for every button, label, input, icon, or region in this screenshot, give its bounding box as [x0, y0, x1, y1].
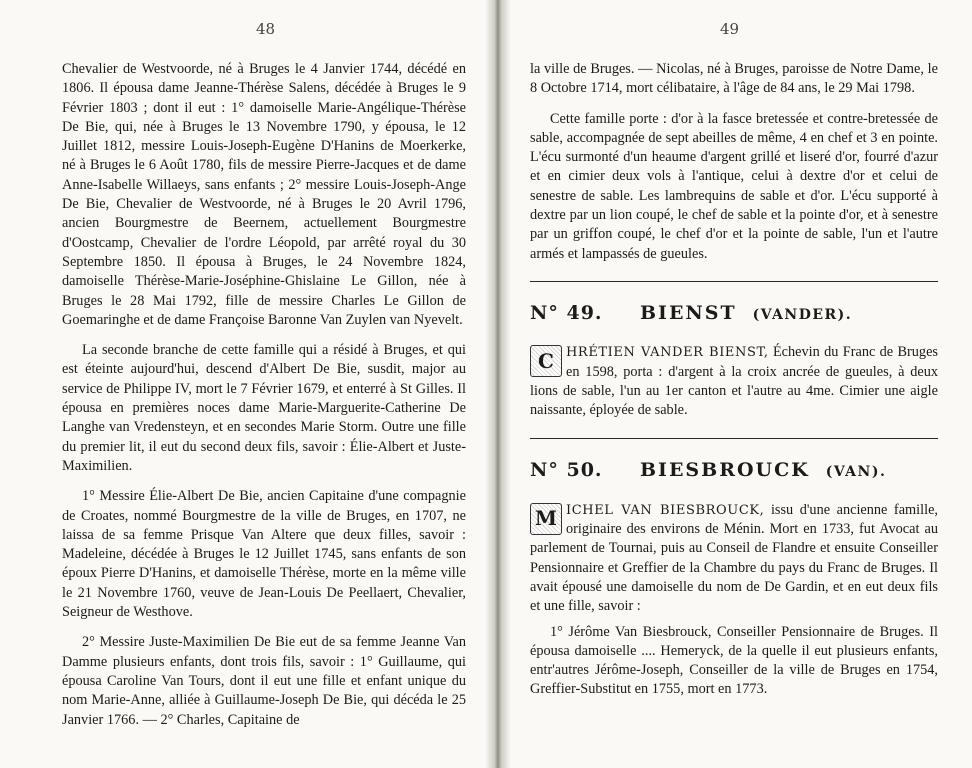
- entry-body-bienst: [530, 343, 938, 420]
- entry-particle: (VAN).: [825, 464, 887, 481]
- entry-body-biesbrouck: [530, 501, 938, 617]
- entry-surname: BIESBROUCK: [640, 459, 810, 482]
- ornamental-initial-m: M: [530, 503, 562, 535]
- paragraph-coat-of-arms: Cette famille porte : d'or à la fasce bretessée et contre-bretessée de sable, accompagnée de sept abeilles de même, 4 en chef et 3 en pointe. L'écu surmonté d'un heaume d'argent grillé et liseré d'or, fourré d'azur et en cimier deux vols à l'antique, celui à dextre d'or et celui de senestre de sable. Les lambrequins de sable et d'or. L'écu supporté à dextre par un lion coupé, le chef de sable et la pointe d'or, et à senestre par un griffon coupé, le chef d'or et la pointe de sable, l'un et l'autre armés et lampassés de gueules.: [530, 110, 938, 262]
- entry-heading-50: [530, 461, 938, 482]
- ornamental-initial-c: C: [530, 345, 562, 377]
- paragraph-jerome: 1° Jérôme Van Biesbrouck, Conseiller Pensionnaire de Bruges. Il épousa damoiselle .... Hemeryck, de la quelle il eut plusieurs enfants, entr'autres Jérôme-Joseph, Conseiller de la ville de Bruges en 1754, Greffier-Substitut en 1755, mort en 1773.: [530, 623, 938, 698]
- entry-number: N° 49.: [530, 301, 603, 324]
- right-page: [500, 0, 972, 768]
- entry-text: issu d'une ancienne famille, originaire des environs de Ménin. Mort en 1733, fut Avocat au parlement de Tournai, puis au Conseil de Flandre et ensuite Conseiller Pensionnaire et Greffier de la Chambre du pays du Franc de Bruges. Il avait épousé une damoiselle du nom de De Gardin, et en eut deux fils et une fille, savoir :: [530, 501, 938, 615]
- section-divider: [530, 281, 938, 282]
- left-page-text: [62, 60, 466, 730]
- entry-particle: (VANDER).: [752, 306, 853, 323]
- paragraph-elie-albert: 1° Messire Élie-Albert De Bie, ancien Capitaine d'une compagnie de Croates, nommé Bourgmestre de la ville de Bruges, en 1707, ne laissa de sa femme Prisque Van Altere que deux filles, savoir : Madeleine, décédée à Bruges le 12 Juillet 1745, sans enfants de son époux Pierre D'Hanins, et damoiselle Thérèse, morte en la même ville le 21 Novembre 1760, veuve de Jean-Louis De Peellaert, Chevalier, Seigneur de Westhove.: [62, 488, 466, 621]
- entry-lead: ICHEL VAN BIESBROUCK,: [566, 502, 765, 518]
- paragraph-nicolas: la ville de Bruges. — Nicolas, né à Bruges, paroisse de Notre Dame, le 8 Octobre 1714, mort célibataire, à l'âge de 84 ans, le 29 Mai 1798.: [530, 61, 938, 97]
- paragraph-second-branch: La seconde branche de cette famille qui a résidé à Bruges, et qui est éteinte aujourd'hui, descend d'Albert De Bie, susdit, major au service de Philippe IV, mort le 7 Février 1679, et enterré à St Gilles. Il épousa en premières noces dame Marie-Marguerite-Catherine De Langhe van Vredensteyn, et en secondes Marie Storm. Outre une fille du premier lit, il eut du second deux fils, savoir : Élie-Albert et Juste-Maximilien.: [62, 342, 466, 474]
- section-divider: [530, 438, 938, 439]
- entry-lead: HRÉTIEN VANDER BIENST,: [566, 345, 769, 361]
- right-page-text: [530, 60, 938, 700]
- entry-heading-49: [530, 301, 938, 325]
- book-gutter: [486, 0, 510, 768]
- page-number-left: 48: [256, 20, 276, 38]
- paragraph-de-bie-westvoorde: Chevalier de Westvoorde, né à Bruges le 4 Janvier 1744, décédé en 1806. Il épousa dame Jeanne-Thérèse Salens, décédée à Bruges le 9 Février 1803 ; dont il eut : 1° damoiselle Marie-Angélique-Thérèse De Bie, qui, née à Bruges le 13 Novembre 1790, y épousa, le 12 Juillet 1812, messire Louis-Joseph-Eugène D'Hanins de Moerkerke, né à Bruges le 6 Août 1780, fils de messire Pierre-Jacques et de dame Anne-Isabelle Willaeys, sans enfants ; 2° messire Louis-Joseph-Ange De Bie, Chevalier de Westvoorde, né à Bruges le 20 Avril 1796, ancien Bourgmestre de Beernem, actuellement Bourgmestre d'Oostcamp, Chevalier de l'ordre Léopold, par arrêté royal du 30 Septembre 1850. Il épousa à Bruges, le 24 Novembre 1824, damoiselle Thérèse-Marie-Joséphine-Ghislaine Le Gillon, née à Bruges le 28 Mai 1792, fille de messire Charles Le Gillon de Goemaringhe et de dame Françoise Baronne Van Zuylen van Nyevelt.: [62, 61, 466, 328]
- entry-text: Échevin du Franc de Bruges en 1598, porta : d'argent à la croix ancrée de gueules, à deux lions de sable, l'un au 1er canton et l'autre au 4me. Cimier une aigle naissante, éployée de sable.: [530, 344, 938, 419]
- page-number-right: 49: [720, 20, 740, 38]
- paragraph-juste-maximilien: 2° Messire Juste-Maximilien De Bie eut de sa femme Jeanne Van Damme plusieurs enfants, dont trois fils, savoir : 1° Guillaume, qui épousa Caroline Van Tours, dont il eut une fille et enfant unique du nom Marie-Anne, alliée à Guillaume-Joseph De Bie, qui décéda le 25 Janvier 1766. — 2° Charles, Capitaine de: [62, 634, 466, 728]
- entry-number: N° 50.: [530, 459, 603, 482]
- entry-surname: BIENST: [640, 301, 737, 324]
